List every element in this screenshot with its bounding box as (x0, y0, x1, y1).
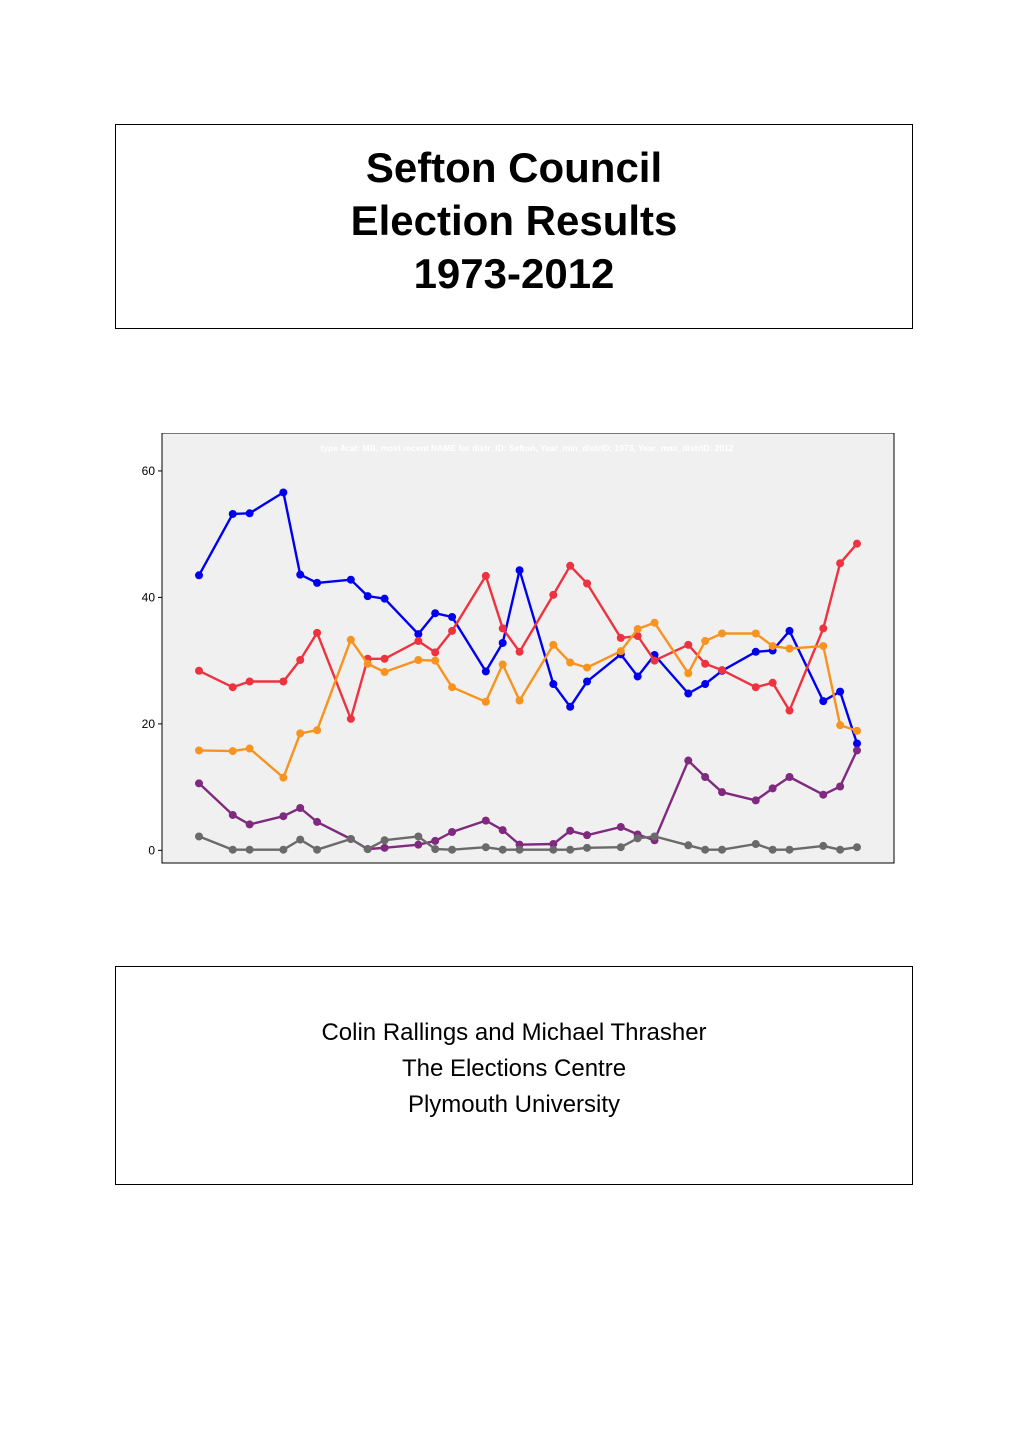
data-point (296, 836, 304, 844)
data-point (347, 576, 355, 584)
data-point (701, 660, 709, 668)
data-point (296, 571, 304, 579)
data-point (296, 656, 304, 664)
data-point (195, 746, 203, 754)
data-point (651, 657, 659, 665)
data-point (229, 811, 237, 819)
title-council: Sefton Council (365, 144, 663, 191)
data-point (246, 820, 254, 828)
data-point (836, 782, 844, 790)
data-point (448, 683, 456, 691)
data-point (634, 625, 642, 633)
data-point (381, 655, 389, 663)
data-point (229, 747, 237, 755)
university-line: Plymouth University (407, 1091, 621, 1118)
data-point (448, 828, 456, 836)
data-point (583, 844, 591, 852)
data-point (381, 836, 389, 844)
data-point (482, 843, 490, 851)
data-point (752, 840, 760, 848)
data-point (769, 846, 777, 854)
data-point (313, 629, 321, 637)
data-point (313, 846, 321, 854)
data-point (566, 562, 574, 570)
data-point (786, 846, 794, 854)
data-point (819, 842, 827, 850)
data-point (786, 707, 794, 715)
data-point (836, 846, 844, 854)
data-point (229, 683, 237, 691)
data-point (853, 727, 861, 735)
y-tick-label: 40 (141, 590, 155, 605)
data-point (414, 656, 422, 664)
y-axis (142, 464, 162, 857)
data-point (246, 745, 254, 753)
data-point (499, 639, 507, 647)
data-point (549, 680, 557, 688)
data-point (279, 774, 287, 782)
data-point (684, 641, 692, 649)
data-point (313, 818, 321, 826)
data-point (431, 837, 439, 845)
data-point (414, 637, 422, 645)
data-point (549, 591, 557, 599)
data-point (819, 791, 827, 799)
data-point (786, 645, 794, 653)
data-point (617, 634, 625, 642)
data-point (229, 510, 237, 518)
data-point (516, 648, 524, 656)
data-point (769, 642, 777, 650)
vote-share-chart (120, 433, 900, 868)
data-point (701, 773, 709, 781)
data-point (279, 488, 287, 496)
authors-line: Colin Rallings and Michael Thrasher (321, 1019, 707, 1046)
data-point (617, 647, 625, 655)
data-point (381, 668, 389, 676)
data-point (566, 659, 574, 667)
data-point (448, 846, 456, 854)
data-point (566, 703, 574, 711)
data-point (482, 667, 490, 675)
data-point (549, 846, 557, 854)
data-point (701, 637, 709, 645)
data-point (617, 823, 625, 831)
data-point (381, 595, 389, 603)
data-point (549, 641, 557, 649)
data-point (499, 846, 507, 854)
data-point (364, 660, 372, 668)
data-point (819, 642, 827, 650)
data-point (499, 624, 507, 632)
data-point (296, 804, 304, 812)
data-point (718, 846, 726, 854)
data-point (431, 657, 439, 665)
data-point (718, 666, 726, 674)
data-point (752, 796, 760, 804)
chart-title: type 4cat: MB, most recent NAME for distr_ID: Sefton, Year_min_distrID: 1973, Year_max_distrID: 2012 (320, 443, 734, 453)
data-point (853, 540, 861, 548)
chart-svg (120, 433, 900, 868)
data-point (684, 669, 692, 677)
data-point (313, 726, 321, 734)
credit-box (115, 966, 913, 1185)
data-point (718, 788, 726, 796)
data-point (229, 846, 237, 854)
y-tick-label: 20 (141, 716, 155, 731)
data-point (752, 683, 760, 691)
data-point (684, 841, 692, 849)
data-point (279, 846, 287, 854)
data-point (516, 696, 524, 704)
y-tick-label: 60 (141, 463, 155, 478)
y-tick-label: 0 (148, 843, 155, 858)
data-point (347, 715, 355, 723)
title-box (115, 124, 913, 329)
data-point (246, 678, 254, 686)
data-point (583, 580, 591, 588)
data-point (769, 679, 777, 687)
data-point (448, 627, 456, 635)
data-point (651, 619, 659, 627)
centre-line: The Elections Centre (401, 1055, 627, 1082)
data-point (414, 832, 422, 840)
data-point (381, 844, 389, 852)
data-point (482, 817, 490, 825)
data-point (414, 841, 422, 849)
data-point (195, 832, 203, 840)
data-point (583, 678, 591, 686)
data-point (583, 831, 591, 839)
title-election-results: Election Results (350, 197, 678, 244)
data-point (836, 721, 844, 729)
data-point (718, 629, 726, 637)
data-point (431, 609, 439, 617)
data-point (296, 729, 304, 737)
data-point (853, 746, 861, 754)
data-point (786, 627, 794, 635)
data-point (482, 572, 490, 580)
data-point (836, 688, 844, 696)
data-point (195, 779, 203, 787)
data-point (482, 698, 490, 706)
title-years: 1973-2012 (413, 250, 615, 297)
data-point (836, 559, 844, 567)
data-point (819, 624, 827, 632)
data-point (566, 846, 574, 854)
data-point (634, 672, 642, 680)
data-point (499, 826, 507, 834)
data-point (684, 757, 692, 765)
data-point (786, 773, 794, 781)
data-point (769, 784, 777, 792)
data-point (566, 827, 574, 835)
data-point (313, 579, 321, 587)
data-point (195, 667, 203, 675)
data-point (819, 697, 827, 705)
data-point (516, 846, 524, 854)
data-point (195, 571, 203, 579)
data-point (279, 812, 287, 820)
data-point (701, 680, 709, 688)
data-point (684, 690, 692, 698)
data-point (499, 660, 507, 668)
data-point (279, 678, 287, 686)
data-point (414, 630, 422, 638)
data-point (634, 834, 642, 842)
data-point (246, 846, 254, 854)
data-point (431, 845, 439, 853)
data-point (364, 592, 372, 600)
data-point (364, 845, 372, 853)
data-point (701, 846, 709, 854)
data-point (431, 648, 439, 656)
data-point (246, 509, 254, 517)
data-point (617, 843, 625, 851)
data-point (347, 835, 355, 843)
data-point (448, 613, 456, 621)
data-point (583, 664, 591, 672)
data-point (516, 566, 524, 574)
data-point (752, 629, 760, 637)
data-point (347, 636, 355, 644)
data-point (853, 739, 861, 747)
data-point (752, 648, 760, 656)
data-point (651, 832, 659, 840)
data-point (853, 843, 861, 851)
